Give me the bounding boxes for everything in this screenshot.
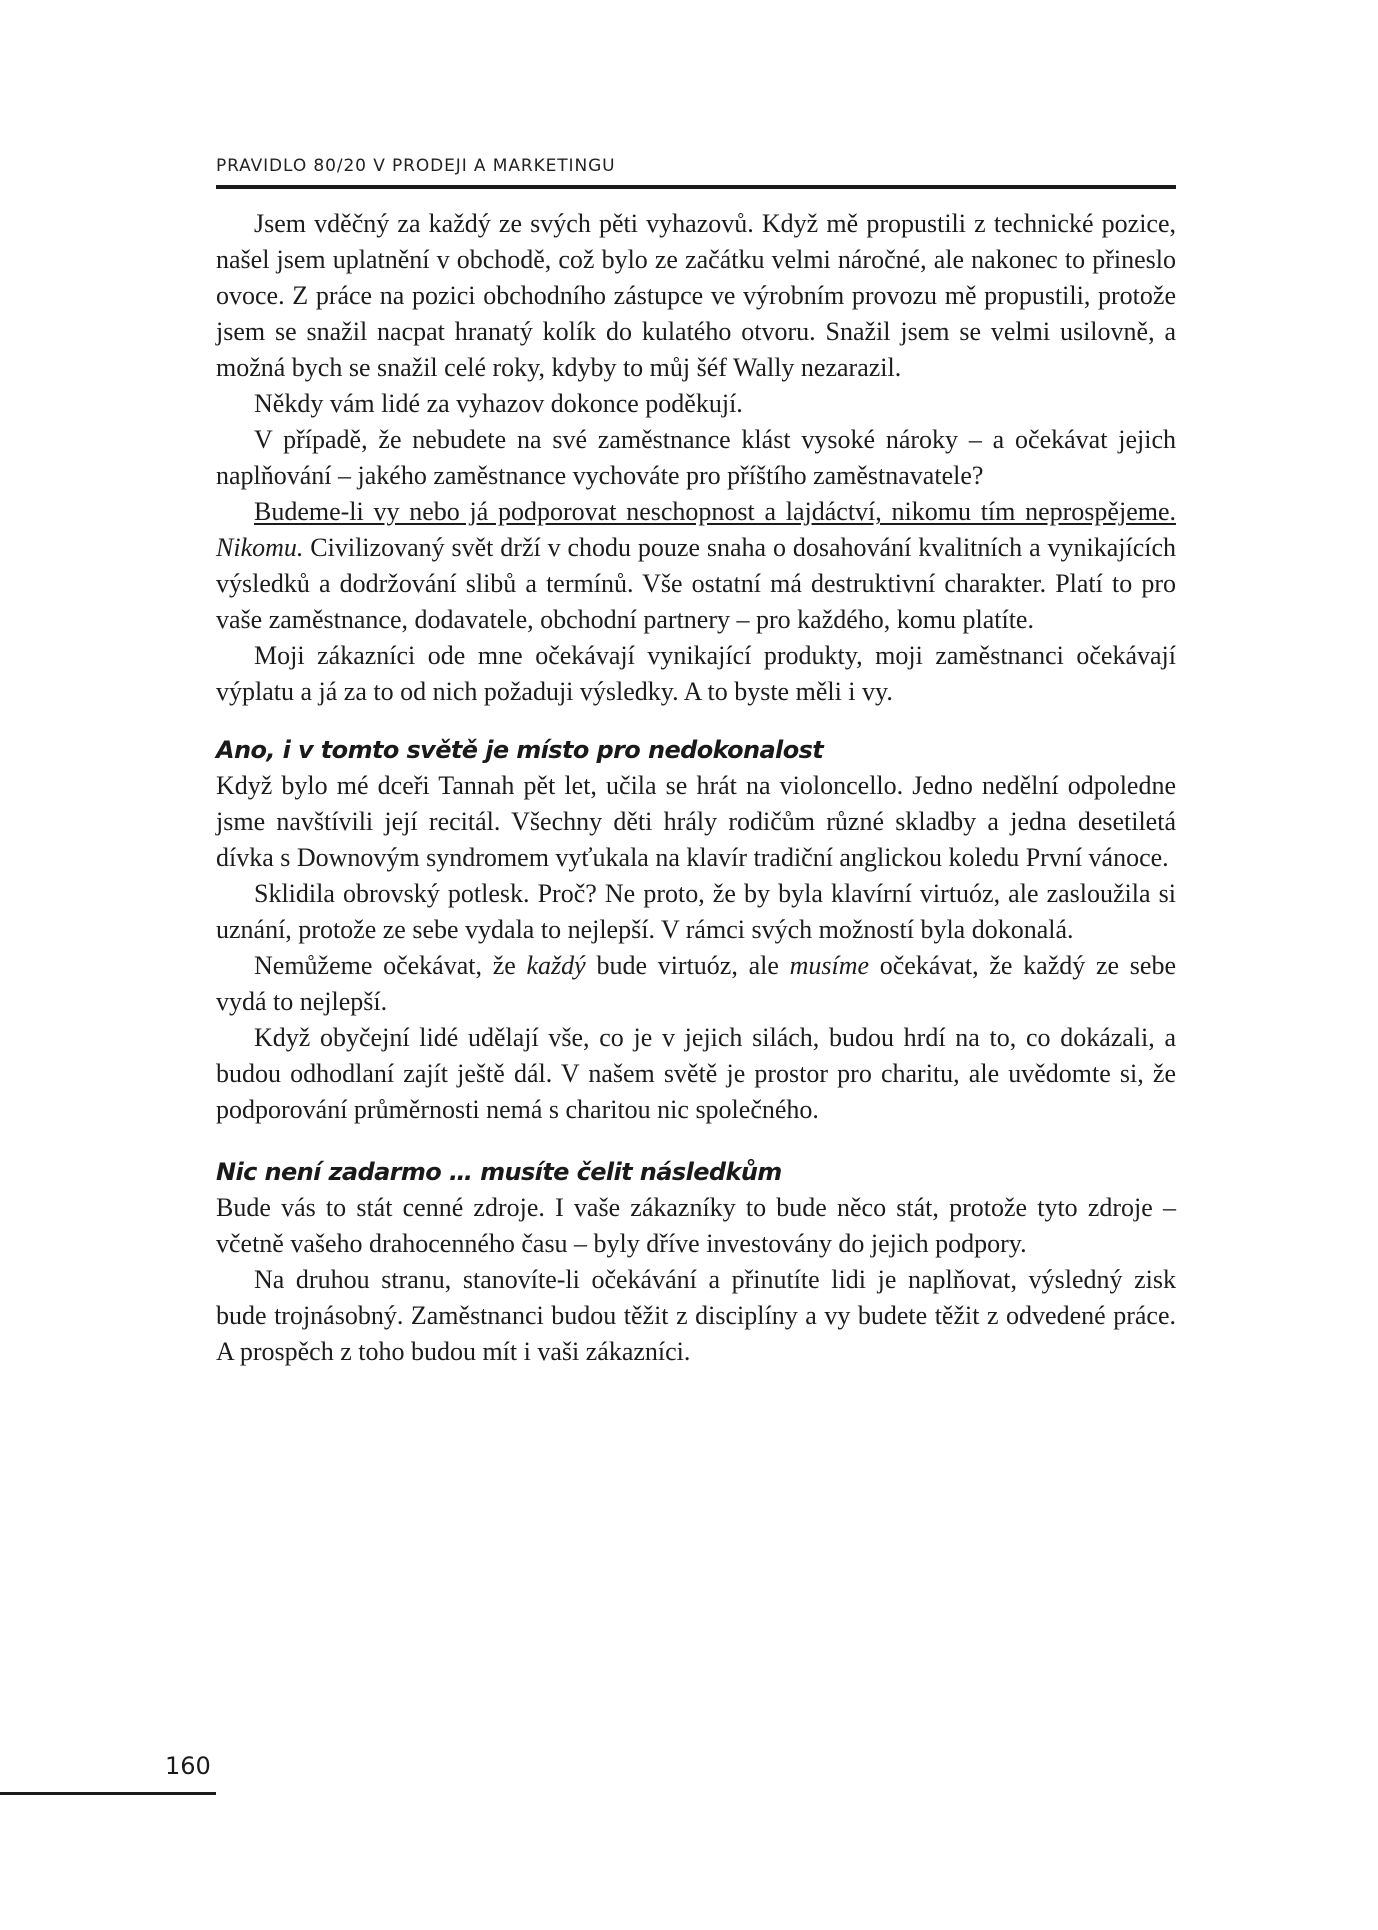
underlined-text: Budeme-li vy nebo já podporovat neschopnost a lajdáctví, nikomu tím neprospějeme. <box>254 497 1176 526</box>
paragraph: Bude vás to stát cenné zdroje. I vaše zákazníky to bude něco stát, protože tyto zdroje – včetně vašeho drahocenného času – byly dříve investovány do jejich podpory. <box>216 1193 1176 1258</box>
page-number: 160 <box>165 1752 211 1780</box>
paragraph: V případě, že nebudete na své zaměstnance klást vysoké nároky – a očekávat jejich naplňování – jakého zaměstnance vychováte pro příštího zaměstnavatele? <box>216 425 1176 490</box>
emphasis-text: Nikomu. <box>216 533 304 562</box>
emphasis-text: musíme <box>789 951 870 980</box>
paragraph-text: bude virtuóz, ale <box>585 951 790 980</box>
paragraph: Když obyčejní lidé udělají vše, co je v jejich silách, budou hrdí na to, co dokázali, a budou odhodlaní zajít ještě dál. V našem světě je prostor pro charitu, ale uvědomte si, že podporování průměrnosti nemá s charitou nic společného. <box>216 1023 1176 1124</box>
running-header: PRAVIDLO 80/20 V PRODEJI A MARKETINGU <box>216 156 616 176</box>
paragraph: Sklidila obrovský potlesk. Proč? Ne proto, že by byla klavírní virtuóz, ale zasloužila si uznání, protože ze sebe vydala to nejlepší. V rámci svých možností byla dokonalá. <box>216 879 1176 944</box>
paragraph <box>216 948 1176 1020</box>
paragraph: Někdy vám lidé za vyhazov dokonce poděkují. <box>254 389 743 418</box>
section-heading: Nic není zadarmo … musíte čelit následkům <box>216 1158 782 1186</box>
paragraph: Jsem vděčný za každý ze svých pěti vyhazovů. Když mě propustili z technické pozice, našel jsem uplatnění v obchodě, což bylo ze začátku velmi náročné, ale nakonec to přineslo ovoce. Z práce na pozici obchodního zástupce ve výrobním provozu mě propustili, protože jsem se snažil nacpat hranatý kolík do kulatého otvoru. Snažil jsem se velmi usilovně, a možná bych se snažil celé roky, kdyby to můj šéf Wally nezarazil. <box>216 209 1176 382</box>
body-text <box>216 206 1176 1370</box>
paragraph <box>216 494 1176 638</box>
paragraph: Na druhou stranu, stanovíte-li očekávání a přinutíte lidi je naplňovat, výsledný zisk bude trojnásobný. Zaměstnanci budou těžit z disciplíny a vy budete těžit z odvedené práce. A prospěch z toho budou mít i vaši zákazníci. <box>216 1265 1176 1366</box>
header-rule <box>216 185 1176 189</box>
footer-rule <box>0 1792 216 1795</box>
paragraph-text: očekávat, že každý ze sebe vydá to nejlepší. <box>216 951 1176 1016</box>
paragraph-text: Civilizovaný svět drží v chodu pouze snaha o dosahování kvalitních a vynikajících výsledků a dodržování slibů a termínů. Vše ostatní má destruktivní charakter. Platí to pro vaše zaměstnance, dodavatele, obchodní partnery – pro každého, komu platíte. <box>216 533 1177 634</box>
paragraph-text: Nemůžeme očekávat, že <box>254 951 527 980</box>
emphasis-text: každý <box>526 951 586 980</box>
section-heading: Ano, i v tomto světě je místo pro nedokonalost <box>216 736 824 764</box>
paragraph: Když bylo mé dceři Tannah pět let, učila se hrát na violoncello. Jedno nedělní odpoledne jsme navštívili její recitál. Všechny děti hrály rodičům různé skladby a jedna desetiletá dívka s Downovým syndromem vyťukala na klavír tradiční anglickou koledu První vánoce. <box>216 771 1176 872</box>
paragraph: Moji zákazníci ode mne očekávají vynikající produkty, moji zaměstnanci očekávají výplatu a já za to od nich požaduji výsledky. A to byste měli i vy. <box>216 641 1176 706</box>
